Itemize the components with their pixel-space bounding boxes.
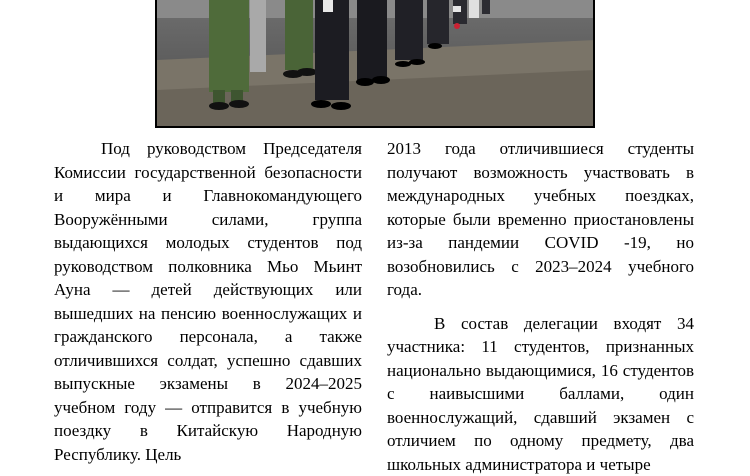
article-paragraph: В состав делегации входят 34 участника: 11 студентов, признанных национально выдающимися, 16 студентов с наивысшими баллами, один военнослужащий, сдавший экзамен с отличием по одному предмету, два школьных администратора и четыре	[387, 312, 694, 476]
group-photo	[155, 0, 595, 128]
group-photo-illustration	[157, 0, 595, 128]
article-paragraph: Под руководством Председателя Комиссии государственной безопасности и мира и Главнокомандующего Вооружёнными силами, группа выдающихся молодых студентов под руководством полковника Мьо Мьинт Ауна — детей действующих или вышедших на пенсию военнослужащих и гражданского персонала, а также отличившихся солдат, успешно сдавших выпускные экзамены в 2024–2025 учебном году — отправится в учебную поездку в Китайскую Народную Республику. Цель	[54, 137, 362, 466]
article-column-right	[387, 137, 694, 476]
article-column-left	[54, 137, 362, 466]
article-paragraph: 2013 года отличившиеся студенты получают возможность участвовать в международных учебных поездках, которые были временно приостановлены из-за пандемии COVID -19, но возобновились с 2023–2024 учебного года.	[387, 137, 694, 302]
